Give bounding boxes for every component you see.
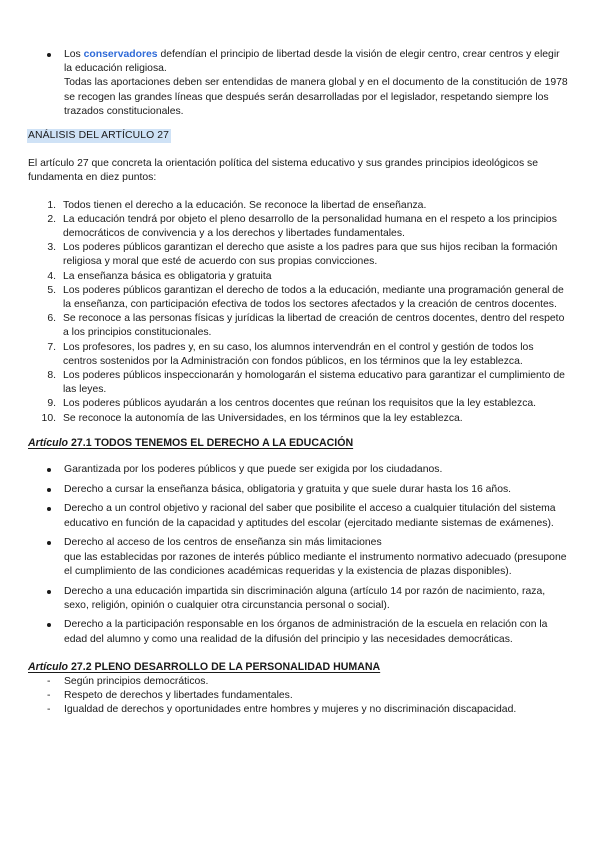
intro-bullet-list <box>28 48 570 119</box>
point-text: Los profesores, los padres y, en su caso, los alumnos intervendrán en el control y gestión de todos los centros sostenidos por la Administración con fondos públicos, en los términos que la ley establezca. <box>63 341 534 367</box>
article-27-1-title-rest: 27.1 TODOS TENEMOS EL DERECHO A LA EDUCACIÓN <box>68 436 354 449</box>
point-text: La enseñanza básica es obligatoria y gratuita <box>63 270 272 282</box>
analysis-point <box>28 241 570 269</box>
article-27-2-item: - Según principios democráticos. <box>28 675 570 689</box>
intro-continuation: Todas las aportaciones deben ser entendidas de manera global y en el documento de la constitución de 1978 se recogen las grandes líneas que después serán desarrolladas por el legislador, respetando siempre los trazados constitucionales. <box>64 77 568 117</box>
article-27-1-bullet: Derecho a una educación impartida sin discriminación alguna (artículo 14 por razón de nacimiento, raza, sexo, religión, opinión o cualquier otra circunstancia personal o social). <box>28 585 570 613</box>
bullet-4-continuation: que las establecidas por razones de interés público mediante el instrumento normativo adecuado (presupone el cumplimiento de las condiciones académicas requeridas y la existencia de plazas disponibles). <box>64 551 567 577</box>
article-27-2-title <box>28 660 570 674</box>
point-text: Los poderes públicos inspeccionarán y homologarán el sistema educativo para garantizar el cumplimiento de las leyes. <box>63 370 565 396</box>
highlight-conservadores: conservadores <box>83 49 158 60</box>
bullet-4-text: Derecho al acceso de los centros de enseñanza sin más limitaciones <box>64 537 382 549</box>
article-27-2-title-rest: 27.2 PLENO DESARROLLO DE LA PERSONALIDAD HUMANA <box>68 661 381 674</box>
analysis-point <box>28 397 570 411</box>
article-27-1-bullet: Derecho a cursar la enseñanza básica, obligatoria y gratuita y que suele durar hasta los 16 años. <box>28 483 570 497</box>
article-27-2-list <box>28 675 570 718</box>
article-27-1-bullet <box>28 536 570 579</box>
intro-bullet-prefix: Los <box>64 49 84 60</box>
article-27-1-title <box>28 436 570 450</box>
article-27-1-bullet-list <box>28 463 570 647</box>
point-number: 5. <box>47 284 56 296</box>
point-text: Los poderes públicos garantizan el derecho que asiste a los padres para que sus hijos reciban la formación religiosa y moral que esté de acuerdo con sus propias convicciones. <box>63 242 558 268</box>
point-number: 1. <box>47 199 56 211</box>
analysis-point <box>28 369 570 397</box>
point-text: Los poderes públicos garantizan el derecho de todos a la educación, mediante una programación general de la enseñanza, con participación efectiva de todos los sectores afectados y la creación de centros docentes. <box>63 284 564 311</box>
point-text: Se reconoce la autonomía de las Universidades, en los términos que la ley establezca. <box>63 412 463 424</box>
article-27-1-bullet: Derecho a la participación responsable en los órganos de administración de la escuela en relación con la edad del alumno y como una realidad de la difusión del principio y las necesidades democráticas. <box>28 618 570 646</box>
analysis-point <box>28 284 570 312</box>
analysis-point <box>28 312 570 340</box>
analysis-heading-wrap <box>28 129 570 143</box>
intro-bullet-text: defendían el principio de libertad desde la visión de elegir centro, crear centros y elegir la educación religiosa. <box>64 49 560 75</box>
analysis-point <box>28 270 570 284</box>
point-number: 8. <box>47 370 56 382</box>
analysis-points-list <box>28 199 570 426</box>
analysis-point <box>28 213 570 241</box>
point-number: 9. <box>47 398 56 410</box>
article-27-2-item: - Igualdad de derechos y oportunidades entre hombres y mujeres y no discriminación discapacidad. <box>28 703 570 717</box>
point-text: Los poderes públicos ayudarán a los centros docentes que reúnan los requisitos que la ley establezca. <box>63 398 537 410</box>
point-text: La educación tendrá por objeto el pleno desarrollo de la personalidad humana en el respeto a los principios democráticos de convivencia y a los derechos y libertades fundamentales. <box>63 213 557 240</box>
intro-bullet <box>28 48 570 119</box>
point-number: 6. <box>47 313 56 325</box>
point-number: 7. <box>47 341 56 353</box>
analysis-point <box>28 341 570 369</box>
point-number: 3. <box>47 242 56 254</box>
point-number: 4. <box>47 270 56 282</box>
article-27-1-title-prefix: Artículo <box>28 436 69 449</box>
point-number: 2. <box>47 213 56 225</box>
point-text: Se reconoce a las personas físicas y jurídicas la libertad de creación de centros docentes, dentro del respeto a los principios constitucionales. <box>63 313 565 339</box>
point-number: 10. <box>41 412 56 424</box>
analysis-intro: El artículo 27 que concreta la orientación política del sistema educativo y sus grandes principios ideológicos se fundamenta en diez puntos: <box>28 158 539 184</box>
point-text: Todos tienen el derecho a la educación. Se reconoce la libertad de enseñanza. <box>63 199 427 211</box>
article-27-2-title-prefix: Artículo <box>28 661 69 674</box>
analysis-heading: ANÁLISIS DEL ARTÍCULO 27 <box>27 129 171 143</box>
analysis-point <box>28 199 570 213</box>
article-27-1-bullet: Derecho a un control objetivo y racional del saber que posibilite el acceso a cualquier titulación del sistema educativo en función de la capacidad y aptitudes del escolar (ejercitado mediante sistemas de exámenes). <box>28 502 570 530</box>
article-27-2-item: - Respeto de derechos y libertades fundamentales. <box>28 689 570 703</box>
article-27-1-bullet: Garantizada por los poderes públicos y que puede ser exigida por los ciudadanos. <box>28 463 570 477</box>
analysis-point <box>28 412 570 426</box>
